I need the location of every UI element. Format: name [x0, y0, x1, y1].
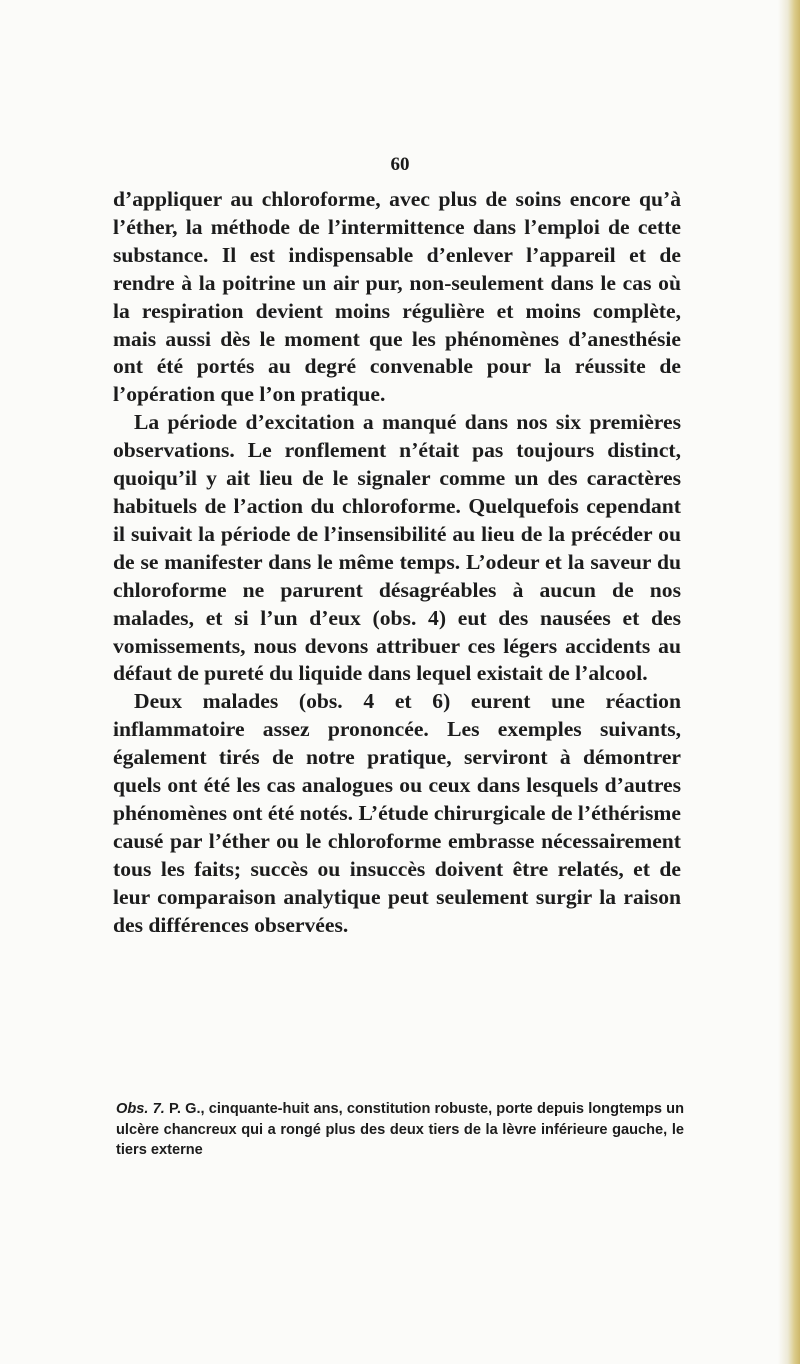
paragraph-2: La période d’excitation a manqué dans nos six premières observations. Le ronflement n’était pas toujours distinct, quoiqu’il y ait lieu de le signaler comme un des caractères habituels de l’action du chloroforme. Quelquefois cependant il suivait la période de l’insensibilité au lieu de la précéder ou de se manifester dans le même temps. L’odeur et la saveur du chloroforme ne parurent désagréables à aucun de nos malades, et si l’un d’eux (obs. 4) eut des nausées et des vomissements, nous devons attribuer ces légers accidents au défaut de pureté du liquide dans lequel existait de l’alcool.	[113, 410, 681, 686]
observation-label: Obs. 7.	[116, 1101, 165, 1117]
observation-paragraph	[116, 1099, 684, 1161]
page-edge-shadow	[778, 0, 800, 1364]
page-number: 60	[390, 154, 410, 175]
observation-text: P. G., cinquante-huit ans, constitution robuste, porte depuis longtemps un ulcère chancreux qui a rongé plus des deux tiers de la lèvre inférieure gauche, le tiers externe	[116, 1101, 685, 1158]
paragraph-1: d’appliquer au chloroforme, avec plus de soins encore qu’à l’éther, la méthode de l’intermittence dans l’emploi de cette substance. Il est indispensable d’enlever l’appareil et de rendre à la poitrine un air pur, non-seulement dans le cas où la respiration devient moins régulière et moins complète, mais aussi dès le moment que les phénomènes d’anesthésie ont été portés au degré convenable pour la réussite de l’opération que l’on pratique.	[113, 187, 681, 407]
observation-note	[116, 1099, 684, 1161]
body-text	[113, 186, 681, 939]
paragraph-3: Deux malades (obs. 4 et 6) eurent une réaction inflammatoire assez prononcée. Les exemples suivants, également tirés de notre pratique, serviront à démontrer quels ont été les cas analogues ou ceux dans lesquels d’autres phénomènes ont été notés. L’étude chirurgicale de l’éthérisme causé par l’éther ou le chloroforme embrasse nécessairement tous les faits; succès ou insuccès doivent être relatés, et de leur comparaison analytique peut seulement surgir la raison des différences observées.	[113, 689, 681, 937]
